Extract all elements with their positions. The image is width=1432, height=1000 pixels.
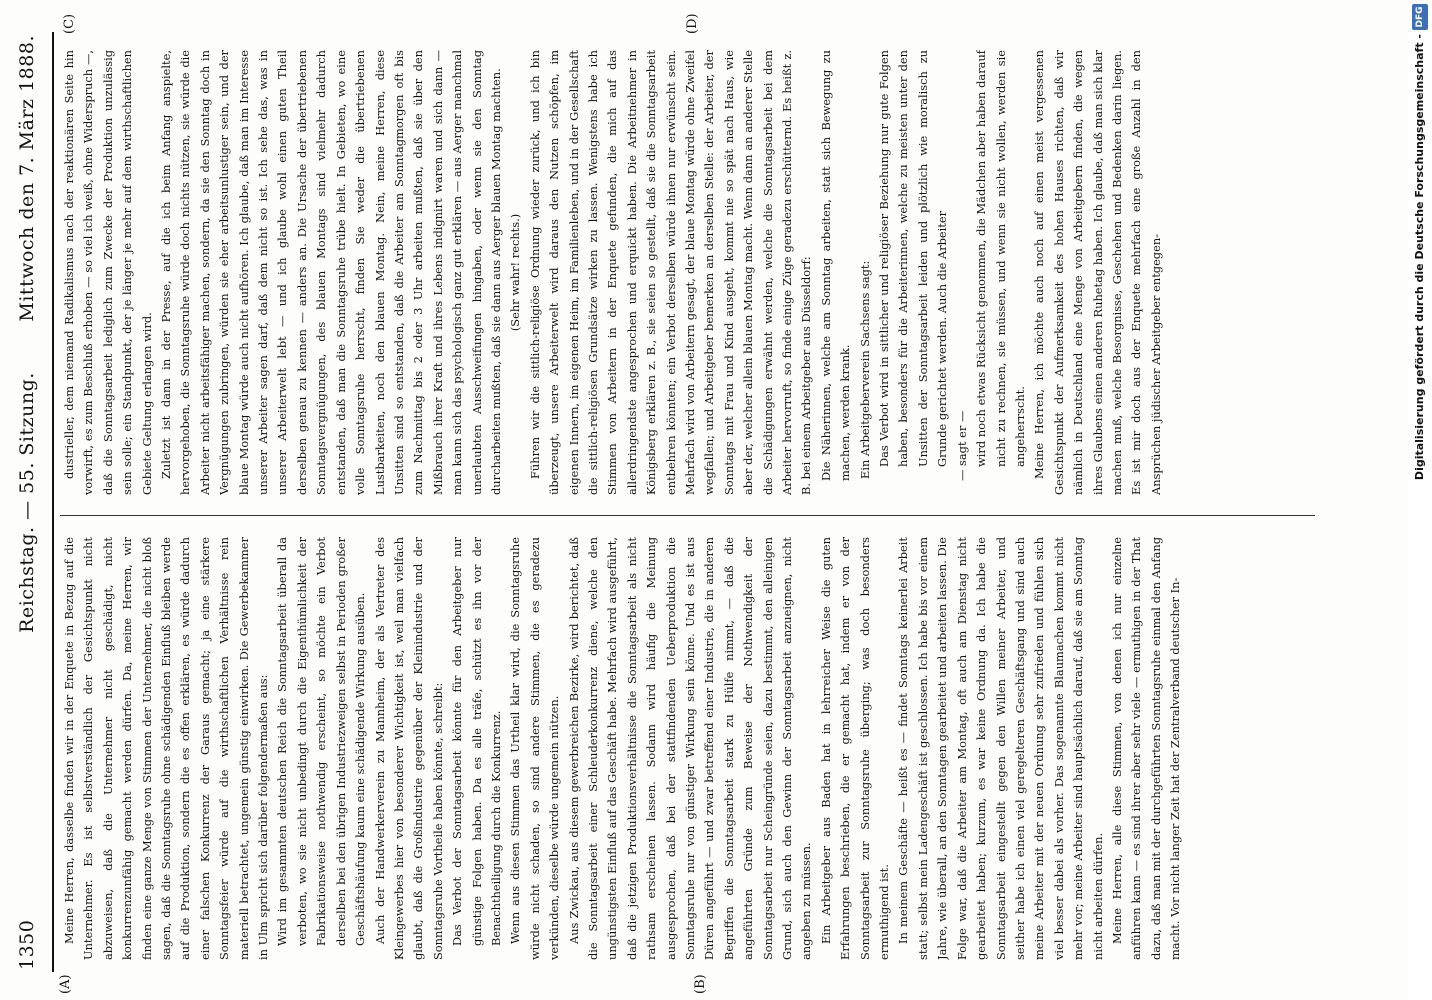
paragraph: Wird im gesammten deutschen Reich die Sonntagsarbeit überall da verboten, wo sie nicht unbedingt durch die Eigenthümlichkeit der Fabrikationsweise nothwendig erscheint, so möchte ein Verbot derselben bei den übrigen Industriezweigen selbst in Perioden großer Geschäftshäufung kaum eine schädigende Wirkung ausüben. — [275, 537, 368, 946]
margin-marker-a: (A) — [58, 974, 73, 994]
paragraph: Ein Arbeitgeberverein Sachsens sagt: — [857, 260, 872, 479]
paragraph: Meine Herren, dasselbe finden wir in der Enquete in Bezug auf die Unternehmer. Es ist selbstverständlich der Gesichtspunkt nicht abzuweisen, daß die Unternehmer nicht geschädigt, nicht konkurrenzunfähig gemacht werden dürfen. Da, meine Herren, wir finden eine ganze Menge von Stimmen der Unternehmer, die nicht bloß sagen, daß die Sonntagsruhe ohne schädigenden Einfluß bleiben werde auf die Produktion, sondern die es offen erklären, es würde dadurch einer falschen Konkurrenz der Garaus gemacht; ja eine stärkere Sonntagsfeier würde auf die wirthschaftlichen Verhältnisse rein materiell betrachtet, ungemein günstig einwirken. Die Gewerbekammer in Ulm spricht sich darüber folgendermaßen aus: — [62, 537, 271, 960]
paragraph: Auch der Handwerkerverein zu Mannheim, der als Vertreter des Kleingewerbes hier von besonderer Wichtigkeit ist, weil man vielfach glaubt, daß die Großindustrie gegenüber der Kleinindustrie und der Sonntagsruhe Vortheile haben könnte, schreibt: — [372, 537, 445, 960]
margin-marker-b: (B) — [693, 974, 708, 994]
right-column — [60, 50, 1350, 495]
paragraph: — sagt er — — [954, 410, 969, 481]
digitization-footer — [1408, 0, 1432, 1000]
margin-marker-c: (C) — [62, 13, 77, 34]
paragraph: dustrieller, dem niemand Radikalismus nach der reaktionären Seite hin vorwirft, es zum Beschluß erhoben — so viel ich weiß, ohne Widerspruch —, daß die Sonntagsarbeit lediglich zum Zwecke der Produktion unzulässig sein solle; ein Standpunkt, der je länger je mehr auf dem wirthschaftlichen Gebiete Geltung erlangen wird. — [62, 50, 154, 495]
column-divider — [60, 515, 1315, 516]
paragraph: Aus Zwickau, aus diesem gewerbreichen Bezirke, wird berichtet, daß die Sonntagsarbeit einer Schleuderkonkurrenz diene, welche den ungünstigsten Einfluß auf das Geschäft habe. Mehrfach wird ausgeführt, daß die jetzigen Produktionsverhältnisse die Sonntagsarbeit als nicht rathsam erscheinen lassen. Sodann wird häufig die Meinung ausgesprochen, daß bei der stattfindenden Ueberproduktion die Sonntagsruhe nur von günstiger Wirkung sein könne. Und es ist aus Düren angeführt — und zwar betreffend einer Industrie, die in anderen Begriffen die Sonntagsarbeit stark zu Hülfe nimmt, — daß die angeführten Gründe zum Beweise der Nothwendigkeit der Sonntagsarbeit nur Scheingründe seien, dazu bestimmt, den alleinigen Grund, sich auch den Gewinn der Sonntagsarbeit anzueignen, nicht angeben zu müssen. — [566, 537, 814, 960]
paragraph: Das Verbot der Sonntagsarbeit könnte für den Arbeitgeber nur günstige Folgen haben. Da es alle träfe, schützt es ihn vor der Benachtheiligung durch die Konkurrenz. — [450, 537, 503, 946]
paragraph: Führen wir die sittlich-religiöse Ordnung wieder zurück, und ich bin überzeugt, unsere Arbeiterwelt wird daraus den Nutzen schöpfen, im eigenen Innern, im eigenen Heim, im Familienleben, und in der Gesellschaft die sittlich-religiösen Grundsätze wirken zu lassen. Wenigstens habe ich Stimmen von Arbeitern in der Enquete gefunden, die mich auf das allerdringendste angesprochen und erquickt haben. Die Arbeitnehmer in Königsberg erklären z. B., sie seien so gestellt, daß sie die Sonntagsarbeit entbehren könnten; ein Verbot derselben würde ihnen nur erwünscht sein. Mehrfach wird von Arbeitern gesagt, der blaue Montag würde ohne Zweifel wegfallen; und Arbeitgeber bemerken an derselben Stelle: der Arbeiter, der Sonntags mit Frau und Kind ausgeht, kommt nie so spät nach Haus, wie aber der, welcher allein blauen Montag macht. Wenn dann an anderer Stelle die Schädigungen erwähnt werden, welche die Sonntagsarbeit bei dem Arbeiter hervorruft, so finde einige Züge geradezu erschütternd. Es heißt z. B. bei einem Arbeitgeber aus Düsseldorf: — [527, 50, 814, 495]
footer-credit: Digitalisierung gefördert durch die Deutsche Forschungsgemeinschaft - — [1413, 34, 1426, 481]
paragraph: Meine Herren, ich möchte auch noch auf einen meist vergessenen Gesichtspunkt der Aufmerksamkeit des hohen Hauses richten, daß wir nämlich in Deutschland eine Menge von Arbeitgebern finden, die wegen ihres Glaubens einen anderen Ruhetag haben. Ich glaube, daß man sich klar machen muß, welche Besorgnisse, Geschehen und Bedenken darin liegen. Es ist mir doch aus der Enquete mehrfach eine große Anzahl in den Ansprüchen jüdischer Arbeitgeber entgegen- — [1032, 50, 1163, 495]
paragraph: Meine Herren, alle diese Stimmen, von denen ich nur einzelne anführen kann — es sind ihrer aber sehr viele — ermuthigen in der That dazu, daß man mit der durchgeführten Sonntagsruhe einmal den Anfang macht. Vor nicht langer Zeit hat der Zentralverband deutscher In- — [1109, 537, 1183, 960]
margin-marker-d: (D) — [685, 13, 700, 34]
paragraph: Ein Arbeitgeber aus Baden hat in lehrreicher Weise die guten Erfahrungen beschrieben, die er gemacht hat, indem er von der Sonntagsarbeit zur Sonntagsruhe überging; was doch besonders ermuthigend ist. — [818, 537, 892, 960]
page-header — [8, 35, 48, 970]
dfg-logo: DFG — [1412, 4, 1428, 30]
paragraph: Wenn aus diesen Stimmen das Urtheil klar wird, die Sonntagsruhe würde nicht schaden, so sind andere Stimmen, die es geradezu verkünden, dieselbe würde ungemein nützen. — [508, 537, 562, 960]
paragraph: Das Verbot wird in sittlicher und religiöser Beziehung nur gute Folgen haben, besonders für die Arbeiterinnen, welche zu meisten unter den Unsitten der Sonntagsarbeit leiden und plötzlich wie moralisch zu Grunde gerichtet werden. Auch die Arbeiter — [877, 50, 950, 467]
paragraph: wird noch etwas Rücksicht genommen, die Mädchen aber haben darauf nicht zu rechnen, sie müssen, und wenn sie nicht wollen, werden sie angeherrscht. — [974, 50, 1027, 467]
page-date: Mittwoch den 7. März 1888. — [16, 35, 38, 322]
page-number: 1350 — [16, 919, 38, 970]
left-column — [60, 537, 1350, 960]
paragraph: Die Näherinnen, welche am Sonntag arbeiten, statt sich Bewegung zu machen, werden krank. — [818, 50, 853, 481]
paragraph: Zuletzt ist dann in der Presse, auf die ich beim Anfang anspielte, hervorgehoben, die Sonntagsruhe würde doch nichts nützen, sie würde die Arbeiter nicht arbeitsfähiger machen, sondern, da sie den Sonntag doch in Vergnügungen zubringen, würden sie eher arbeitsunlustiger sein, und der blaue Montag würde auch nicht aufhören. Ich glaube, daß man im Interesse unserer Arbeiter sagen darf, daß dem nicht so ist. Ich sehe das, was in unserer Arbeiterwelt lebt — und ich glaube wohl einen guten Theil derselben genau zu kennen — anders an. Die Ursache der übertriebenen Sonntagsvergnügungen, des blauen Montags sind vielmehr dadurch entstanden, daß man die Sonntagsruhe trübe hielt. In Gebieten, wo eine volle Sonntagsruhe herrscht, finden Sie weder die übertriebenen Lustbarkeiten, noch den blauen Montag. Nein, meine Herren, diese Unsitten sind so entstanden, daß die Arbeiter am Sonntagmorgen oft bis zum Nachmittag bis 2 oder 3 Uhr arbeiten mußten, daß sie über den Mißbrauch ihrer Kraft und ihres Lebens indignirt waren und sich dann — man kann sich das psychologisch ganz gut erklären — aus Aerger manchmal unerlaubten Ausschweifungen hingaben, oder wenn sie den Sonntag durcharbeiten mußten, daß sie dann aus Aerger blauen Montag machten. — [159, 50, 503, 495]
paragraph: (Sehr wahr! rechts.) — [508, 213, 523, 332]
page-title: Reichstag. — 55. Sitzung. — [16, 372, 38, 633]
header-rule — [52, 32, 54, 972]
paragraph: In meinem Geschäfte — heißt es — findet Sonntags keinerlei Arbeit statt; selbst mein Ladengeschäft ist geschlossen. Ich habe bis vor einem Jahre, wie überall, an den Sonntagen gearbeitet und arbeiten lassen. Die Folge war, daß die Arbeiter am Montag, oft auch am Dienstag nicht gearbeitet haben; kurzum, es war keine Ordnung da. Ich habe die Sonntagsarbeit eingestellt gegen den Willen meiner Arbeiter, und seither habe ich einen viel geregelteren Geschäftsgang und sind auch meine Arbeiter mit der neuen Ordnung sehr zufrieden und fühlen sich viel besser dabei als vorher. Das sogenannte Blaumachen kommt nicht mehr vor; meine Arbeiter sind hauptsächlich darauf, daß sie am Sonntag nicht arbeiten dürfen. — [896, 537, 1105, 960]
